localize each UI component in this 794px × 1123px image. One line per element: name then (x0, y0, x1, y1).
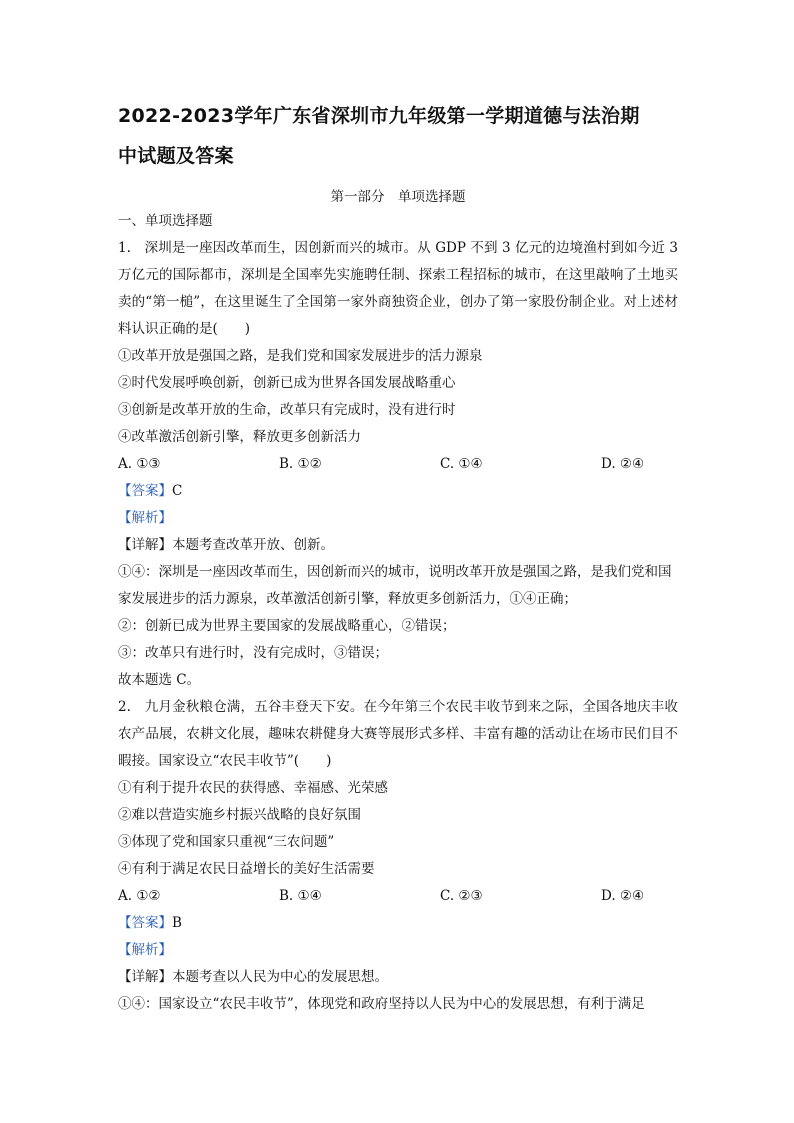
question-1-analysis (118, 505, 678, 532)
question-1-explain-1: ①④：深圳是一座因改革而生，因创新而兴的城市，说明改革开放是强国之路，是我们党和国家发展进步的活力源泉，改革激活创新引擎，释放更多创新活力，①④正确； (118, 564, 672, 607)
document-page (118, 96, 678, 1018)
option-d: D. ②④ (601, 456, 645, 472)
question-1-detail (118, 532, 678, 559)
question-2-analysis (118, 937, 678, 964)
question-1-item-4: ④改革激活创新引擎，释放更多创新活力 (118, 429, 361, 445)
detail-text: 本题考查改革开放、创新。 (172, 537, 334, 553)
analysis-tag: 【解析】 (118, 942, 172, 958)
detail-text: 本题考查以人民为中心的发展思想。 (172, 969, 388, 985)
question-1-explain-3: ③：改革只有进行时，没有完成时，③错误； (118, 645, 388, 661)
question-1-item-1: ①改革开放是强国之路，是我们党和国家发展进步的活力源泉 (118, 348, 483, 364)
subsection-heading: 一、单项选择题 (118, 213, 213, 229)
question-2-item-4: ④有利于满足农民日益增长的美好生活需要 (118, 861, 375, 877)
question-1-item-2: ②时代发展呼唤创新，创新已成为世界各国发展战略重心 (118, 375, 456, 391)
question-2-answer (118, 910, 678, 937)
question-2-stem: 2. 九月金秋粮仓满，五谷丰登天下安。在今年第三个农民丰收节到来之际，全国各地庆丰收农产品展，农耕文化展，趣味农耕健身大赛等展形式多样、丰富有趣的活动让在场市民们目不暇接。国家设立“农民丰收节”( ) (118, 699, 678, 769)
question-1-answer (118, 478, 678, 505)
option-b: B. ①④ (279, 888, 322, 904)
analysis-tag: 【解析】 (118, 510, 172, 526)
document-title-line2: 中试题及答案 (118, 145, 234, 167)
question-1-explain-4: 故本题选 C。 (118, 672, 201, 688)
question-2-item-2: ②难以营造实施乡村振兴战略的良好氛围 (118, 807, 361, 823)
question-1-options (118, 451, 678, 478)
question-2-detail (118, 964, 678, 991)
answer-value: C (172, 483, 183, 499)
option-d: D. ②④ (601, 888, 645, 904)
question-1-explain-2: ②：创新已成为世界主要国家的发展战略重心，②错误； (118, 618, 456, 634)
question-2-item-1: ①有利于提升农民的获得感、幸福感、光荣感 (118, 780, 388, 796)
option-c: C. ②③ (440, 888, 483, 904)
question-1-stem: 1. 深圳是一座因改革而生，因创新而兴的城市。从 GDP 不到 3 亿元的边境渔村到如今近 3 万亿元的国际都市，深圳是全国率先实施聘任制、探索工程招标的城市，在这里敲响了土地买卖的“第一槌”，在这里诞生了全国第一家外商独资企业，创办了第一家股份制企业。对上述材料认识正确的是( ) (118, 240, 678, 337)
question-1-item-3: ③创新是改革开放的生命，改革只有完成时，没有进行时 (118, 402, 456, 418)
question-2-options (118, 883, 678, 910)
answer-tag: 【答案】 (118, 483, 172, 499)
answer-value: B (172, 915, 182, 931)
question-2-explain-1: ①④：国家设立“农民丰收节”，体现党和政府坚持以人民为中心的发展思想，有利于满足 (118, 996, 645, 1012)
option-a: A. ①③ (118, 456, 161, 472)
document-title-line1: 2022-2023学年广东省深圳市九年级第一学期道德与法治期 (118, 105, 640, 127)
question-2-item-3: ③体现了党和国家只重视“三农问题” (118, 834, 335, 850)
section-header: 第一部分 单项选择题 (330, 189, 466, 205)
answer-tag: 【答案】 (118, 915, 172, 931)
option-b: B. ①② (279, 456, 322, 472)
option-a: A. ①② (118, 888, 161, 904)
detail-tag: 【详解】 (118, 969, 172, 985)
option-c: C. ①④ (440, 456, 483, 472)
detail-tag: 【详解】 (118, 537, 172, 553)
